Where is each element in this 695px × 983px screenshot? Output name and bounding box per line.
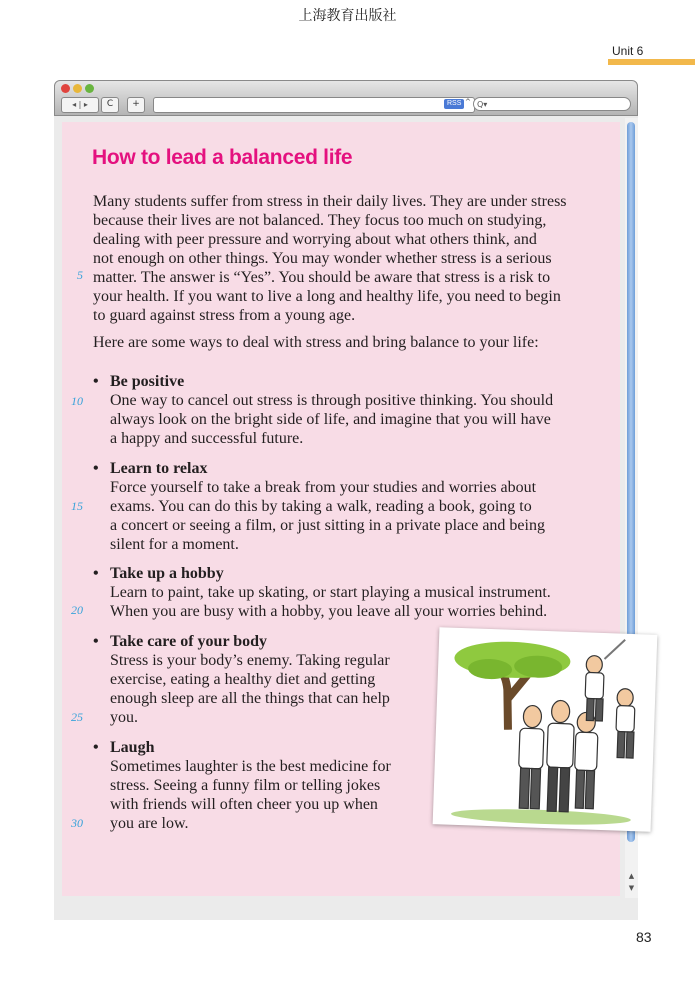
search-input[interactable]: Q▾ [473, 97, 631, 111]
intro-line: not enough on other things. You may wonder whether stress is a serious [93, 250, 552, 267]
rss-icon[interactable]: RSS [444, 99, 464, 109]
article-title: How to lead a balanced life [92, 146, 353, 169]
tip-line: exercise, eating a healthy diet and getting [110, 671, 376, 688]
tip-body [110, 583, 610, 621]
tip-heading: Be positive [110, 373, 185, 390]
tip-line: a happy and successful future. [110, 430, 304, 447]
scroll-arrows-icon[interactable]: ▲ ▼ [628, 872, 635, 892]
intro-line: Many students suffer from stress in their daily lives. They are under stress [93, 193, 567, 210]
intro-line: dealing with peer pressure and worrying about what others think, and [93, 231, 537, 248]
bullet-icon: • [93, 565, 99, 582]
back-forward-buttons[interactable]: ◂ | ▸ [61, 97, 99, 113]
bullet-icon: • [93, 460, 99, 477]
tip-body [110, 478, 610, 554]
line-number: 20 [71, 603, 83, 617]
tip-line: Learn to paint, take up skating, or start playing a musical instrument. [110, 584, 551, 601]
page-number: 83 [636, 929, 652, 945]
line-number: 5 [77, 268, 83, 282]
tip-line: silent for a moment. [110, 536, 239, 553]
tip-line: always look on the bright side of life, and imagine that you will have [110, 411, 551, 428]
tip-line: Sometimes laughter is the best medicine for [110, 758, 391, 775]
chevron-up-icon[interactable]: ^ [465, 98, 471, 106]
line-number: 30 [71, 816, 83, 830]
tip-heading: Laugh [110, 739, 155, 756]
tip-line: you are low. [110, 815, 189, 832]
add-bookmark-icon[interactable]: + [127, 97, 145, 113]
bullet-icon: • [93, 633, 99, 650]
tip-line: Force yourself to take a break from your studies and worries about [110, 479, 537, 496]
cartoon-illustration [433, 627, 658, 831]
tip-line: you. [110, 709, 138, 726]
intro-line: matter. The answer is “Yes”. You should be aware that stress is a risk to [93, 269, 551, 286]
zoom-window-icon[interactable] [85, 84, 94, 93]
tip-line: with friends will often cheer you up when [110, 796, 378, 813]
bullet-icon: • [93, 373, 99, 390]
unit-label: Unit 6 [612, 44, 644, 58]
close-window-icon[interactable] [61, 84, 70, 93]
browser-toolbar [54, 80, 638, 116]
tip-line: When you are busy with a hobby, you leave all your worries behind. [110, 603, 548, 620]
unit-accent-bar [608, 59, 695, 65]
intro-paragraph [93, 192, 613, 325]
publisher-header: 上海教育出版社 [298, 8, 397, 24]
cartoon-friends-image [433, 627, 658, 831]
line-number: 25 [71, 710, 83, 724]
tip-line: stress. Seeing a funny film or telling jokes [110, 777, 381, 794]
line-number: 10 [71, 394, 83, 408]
intro-line: because their lives are not balanced. They focus too much on studying, [93, 212, 547, 229]
line-number: 15 [71, 499, 83, 513]
tip-heading: Learn to relax [110, 460, 208, 477]
tip-line: One way to cancel out stress is through positive thinking. You should [110, 392, 554, 409]
minimize-window-icon[interactable] [73, 84, 82, 93]
tip-body [110, 391, 610, 448]
tip-line: a concert or seeing a film, or just sitting in a private place and being [110, 517, 545, 534]
reload-icon[interactable]: C [101, 97, 119, 113]
address-bar[interactable] [153, 97, 475, 113]
tip-heading: Take care of your body [110, 633, 268, 650]
intro-line: your health. If you want to live a long and healthy life, you need to begin [93, 288, 561, 305]
tip-heading: Take up a hobby [110, 565, 224, 582]
lead-in: Here are some ways to deal with stress and bring balance to your life: [93, 334, 539, 351]
bullet-icon: • [93, 739, 99, 756]
tip-line: Stress is your body’s enemy. Taking regular [110, 652, 390, 669]
intro-line: to guard against stress from a young age. [93, 307, 356, 324]
tip-line: enough sleep are all the things that can help [110, 690, 390, 707]
tip-line: exams. You can do this by taking a walk, reading a book, going to [110, 498, 532, 515]
